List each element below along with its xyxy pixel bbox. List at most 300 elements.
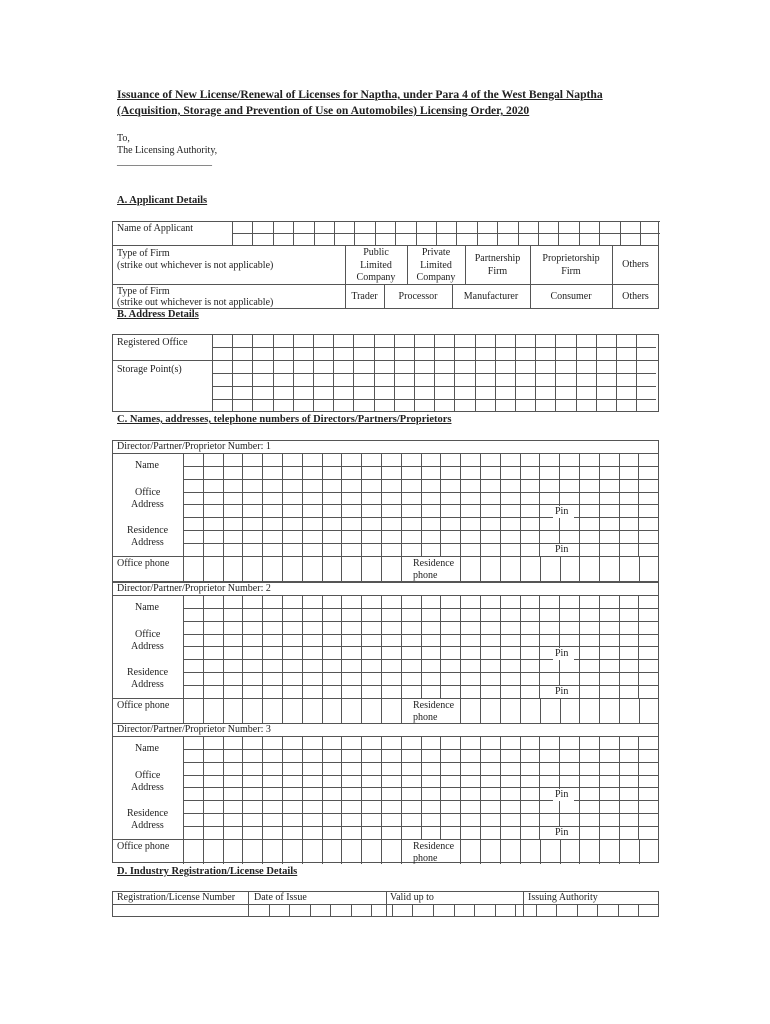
- entry-box[interactable]: [460, 608, 480, 621]
- entry-box[interactable]: [480, 800, 500, 813]
- entry-box[interactable]: [440, 800, 460, 813]
- entry-box[interactable]: [539, 466, 559, 479]
- entry-box[interactable]: [341, 595, 361, 608]
- entry-box[interactable]: [223, 813, 243, 826]
- entry-box[interactable]: [480, 634, 500, 647]
- entry-box[interactable]: [640, 221, 660, 233]
- entry-box[interactable]: [262, 646, 282, 659]
- entry-box[interactable]: [638, 634, 658, 647]
- entry-box[interactable]: [421, 659, 441, 672]
- entry-box[interactable]: [333, 373, 353, 386]
- entry-box[interactable]: [638, 621, 658, 634]
- entry-box[interactable]: [341, 813, 361, 826]
- entry-box[interactable]: [520, 621, 540, 634]
- entry-box[interactable]: [341, 634, 361, 647]
- entry-box[interactable]: [293, 399, 313, 412]
- entry-box[interactable]: [539, 492, 559, 505]
- entry-box[interactable]: [619, 504, 639, 517]
- entry-box[interactable]: [341, 492, 361, 505]
- entry-box[interactable]: [223, 595, 243, 608]
- entry-box[interactable]: [454, 360, 474, 373]
- entry-box[interactable]: [361, 621, 381, 634]
- entry-box[interactable]: [454, 904, 475, 917]
- entry-box[interactable]: [381, 787, 401, 800]
- entry-box[interactable]: [440, 672, 460, 685]
- entry-box[interactable]: [361, 826, 381, 839]
- entry-box[interactable]: [183, 543, 203, 556]
- entry-box[interactable]: [421, 634, 441, 647]
- entry-box[interactable]: [313, 347, 333, 360]
- entry-box[interactable]: [599, 492, 619, 505]
- entry-box[interactable]: [242, 595, 262, 608]
- entry-box[interactable]: [475, 373, 495, 386]
- entry-box[interactable]: [401, 453, 421, 466]
- entry-box[interactable]: [559, 608, 579, 621]
- entry-box[interactable]: [401, 543, 421, 556]
- entry-box[interactable]: [282, 621, 302, 634]
- entry-box[interactable]: [421, 595, 441, 608]
- entry-box[interactable]: [381, 543, 401, 556]
- entry-box[interactable]: [381, 672, 401, 685]
- entry-box[interactable]: [515, 334, 535, 347]
- entry-box[interactable]: [394, 347, 414, 360]
- entry-box[interactable]: [500, 453, 520, 466]
- entry-box[interactable]: [495, 904, 516, 917]
- entry-box[interactable]: [518, 233, 538, 245]
- entry-box[interactable]: [394, 399, 414, 412]
- entry-box[interactable]: [223, 659, 243, 672]
- entry-box[interactable]: [374, 347, 394, 360]
- entry-box[interactable]: [497, 233, 517, 245]
- entry-box[interactable]: [518, 221, 538, 233]
- entry-box[interactable]: [559, 813, 579, 826]
- entry-box[interactable]: [203, 556, 223, 581]
- entry-box[interactable]: [341, 646, 361, 659]
- entry-box[interactable]: [520, 762, 540, 775]
- entry-box[interactable]: [282, 736, 302, 749]
- entry-box[interactable]: [539, 672, 559, 685]
- entry-box[interactable]: [539, 749, 559, 762]
- business-option-consumer[interactable]: Consumer: [550, 291, 592, 302]
- entry-box[interactable]: [262, 453, 282, 466]
- entry-box[interactable]: [440, 813, 460, 826]
- entry-box[interactable]: [293, 386, 313, 399]
- entry-box[interactable]: [636, 360, 656, 373]
- entry-box[interactable]: [322, 813, 342, 826]
- entry-box[interactable]: [341, 543, 361, 556]
- entry-box[interactable]: [381, 813, 401, 826]
- entry-box[interactable]: [361, 672, 381, 685]
- entry-box[interactable]: [421, 543, 441, 556]
- entry-box[interactable]: [576, 334, 596, 347]
- entry-box[interactable]: [599, 749, 619, 762]
- entry-box[interactable]: [293, 233, 313, 245]
- entry-box[interactable]: [203, 736, 223, 749]
- entry-box[interactable]: [394, 386, 414, 399]
- entry-box[interactable]: [638, 517, 658, 530]
- entry-box[interactable]: [392, 904, 413, 917]
- entry-box[interactable]: [262, 762, 282, 775]
- business-option-manufacturer[interactable]: Manufacturer: [463, 291, 519, 302]
- entry-box[interactable]: [440, 530, 460, 543]
- entry-box[interactable]: [579, 479, 599, 492]
- entry-box[interactable]: [579, 530, 599, 543]
- firm-option-private-limited[interactable]: Private Limited Company: [416, 247, 456, 283]
- entry-box[interactable]: [559, 466, 579, 479]
- entry-box[interactable]: [640, 233, 660, 245]
- entry-box[interactable]: [203, 775, 223, 788]
- entry-box[interactable]: [460, 736, 480, 749]
- entry-box[interactable]: [322, 595, 342, 608]
- entry-box[interactable]: [183, 659, 203, 672]
- entry-box[interactable]: [495, 347, 515, 360]
- entry-box[interactable]: [619, 826, 639, 839]
- entry-box[interactable]: [460, 517, 480, 530]
- entry-box[interactable]: [596, 334, 616, 347]
- entry-box[interactable]: [353, 386, 373, 399]
- entry-box[interactable]: [203, 479, 223, 492]
- entry-box[interactable]: [322, 839, 342, 864]
- entry-box[interactable]: [341, 685, 361, 698]
- entry-box[interactable]: [223, 530, 243, 543]
- entry-box[interactable]: [242, 672, 262, 685]
- entry-box[interactable]: [596, 360, 616, 373]
- entry-box[interactable]: [262, 775, 282, 788]
- entry-box[interactable]: [302, 543, 322, 556]
- entry-box[interactable]: [520, 492, 540, 505]
- entry-box[interactable]: [183, 762, 203, 775]
- entry-box[interactable]: [535, 399, 555, 412]
- entry-box[interactable]: [282, 826, 302, 839]
- entry-box[interactable]: [293, 373, 313, 386]
- entry-box[interactable]: [381, 775, 401, 788]
- entry-box[interactable]: [282, 608, 302, 621]
- entry-box[interactable]: [520, 736, 540, 749]
- entry-box[interactable]: [520, 813, 540, 826]
- entry-box[interactable]: [480, 517, 500, 530]
- entry-box[interactable]: [262, 698, 282, 723]
- entry-box[interactable]: [302, 517, 322, 530]
- entry-box[interactable]: [619, 762, 639, 775]
- entry-box[interactable]: [282, 556, 302, 581]
- entry-box[interactable]: [361, 775, 381, 788]
- entry-box[interactable]: [282, 813, 302, 826]
- entry-box[interactable]: [223, 453, 243, 466]
- entry-box[interactable]: [341, 775, 361, 788]
- entry-box[interactable]: [434, 386, 454, 399]
- entry-box[interactable]: [460, 621, 480, 634]
- entry-box[interactable]: [322, 672, 342, 685]
- business-option-processor[interactable]: Processor: [398, 291, 438, 302]
- entry-box[interactable]: [203, 492, 223, 505]
- entry-box[interactable]: [262, 736, 282, 749]
- entry-box[interactable]: [539, 608, 559, 621]
- entry-box[interactable]: [223, 504, 243, 517]
- entry-box[interactable]: [333, 399, 353, 412]
- entry-box[interactable]: [619, 543, 639, 556]
- entry-box[interactable]: [520, 453, 540, 466]
- entry-box[interactable]: [636, 399, 656, 412]
- entry-box[interactable]: [539, 530, 559, 543]
- entry-box[interactable]: [242, 698, 262, 723]
- entry-box[interactable]: [638, 646, 658, 659]
- entry-box[interactable]: [401, 787, 421, 800]
- entry-box[interactable]: [361, 659, 381, 672]
- entry-box[interactable]: [374, 386, 394, 399]
- entry-box[interactable]: [414, 399, 434, 412]
- entry-box[interactable]: [252, 399, 272, 412]
- entry-box[interactable]: [232, 399, 252, 412]
- entry-box[interactable]: [440, 466, 460, 479]
- entry-box[interactable]: [341, 621, 361, 634]
- entry-box[interactable]: [262, 466, 282, 479]
- entry-box[interactable]: [223, 775, 243, 788]
- entry-box[interactable]: [597, 904, 618, 917]
- entry-box[interactable]: [242, 839, 262, 864]
- entry-box[interactable]: [434, 360, 454, 373]
- entry-box[interactable]: [596, 347, 616, 360]
- entry-box[interactable]: [434, 347, 454, 360]
- entry-box[interactable]: [460, 504, 480, 517]
- entry-box[interactable]: [434, 373, 454, 386]
- entry-box[interactable]: [203, 634, 223, 647]
- entry-box[interactable]: [500, 634, 520, 647]
- entry-box[interactable]: [440, 646, 460, 659]
- entry-box[interactable]: [495, 399, 515, 412]
- entry-box[interactable]: [381, 530, 401, 543]
- entry-box[interactable]: [322, 466, 342, 479]
- entry-box[interactable]: [302, 453, 322, 466]
- entry-box[interactable]: [242, 762, 262, 775]
- entry-box[interactable]: [395, 221, 415, 233]
- entry-box[interactable]: [639, 839, 659, 864]
- entry-box[interactable]: [282, 698, 302, 723]
- entry-box[interactable]: [262, 595, 282, 608]
- entry-box[interactable]: [500, 621, 520, 634]
- entry-box[interactable]: [500, 826, 520, 839]
- entry-box[interactable]: [619, 492, 639, 505]
- entry-box[interactable]: [555, 399, 575, 412]
- entry-box[interactable]: [262, 800, 282, 813]
- entry-box[interactable]: [361, 800, 381, 813]
- entry-box[interactable]: [620, 221, 640, 233]
- entry-box[interactable]: [576, 360, 596, 373]
- entry-box[interactable]: [515, 399, 535, 412]
- entry-box[interactable]: [579, 800, 599, 813]
- entry-box[interactable]: [374, 373, 394, 386]
- entry-box[interactable]: [495, 334, 515, 347]
- entry-box[interactable]: [293, 221, 313, 233]
- entry-box[interactable]: [223, 543, 243, 556]
- entry-box[interactable]: [322, 530, 342, 543]
- entry-box[interactable]: [381, 800, 401, 813]
- entry-box[interactable]: [302, 492, 322, 505]
- entry-box[interactable]: [269, 904, 290, 917]
- entry-box[interactable]: [619, 698, 639, 723]
- entry-box[interactable]: [302, 800, 322, 813]
- entry-box[interactable]: [440, 787, 460, 800]
- entry-box[interactable]: [183, 466, 203, 479]
- entry-box[interactable]: [434, 399, 454, 412]
- entry-box[interactable]: [401, 813, 421, 826]
- entry-box[interactable]: [460, 556, 480, 581]
- entry-box[interactable]: [520, 530, 540, 543]
- entry-box[interactable]: [282, 543, 302, 556]
- entry-box[interactable]: [361, 698, 381, 723]
- entry-box[interactable]: [223, 698, 243, 723]
- firm-option-proprietorship[interactable]: Proprietorship Firm: [542, 253, 600, 277]
- entry-box[interactable]: [520, 646, 540, 659]
- entry-box[interactable]: [559, 492, 579, 505]
- entry-box[interactable]: [616, 360, 636, 373]
- entry-box[interactable]: [203, 749, 223, 762]
- entry-box[interactable]: [480, 839, 500, 864]
- entry-box[interactable]: [223, 787, 243, 800]
- entry-box[interactable]: [475, 360, 495, 373]
- entry-box[interactable]: [596, 373, 616, 386]
- entry-box[interactable]: [616, 386, 636, 399]
- entry-box[interactable]: [460, 672, 480, 685]
- entry-box[interactable]: [520, 556, 540, 581]
- entry-box[interactable]: [619, 839, 639, 864]
- entry-box[interactable]: [273, 334, 293, 347]
- entry-box[interactable]: [232, 360, 252, 373]
- entry-box[interactable]: [262, 685, 282, 698]
- entry-box[interactable]: [515, 386, 535, 399]
- entry-box[interactable]: [475, 334, 495, 347]
- entry-box[interactable]: [302, 749, 322, 762]
- entry-box[interactable]: [282, 466, 302, 479]
- entry-box[interactable]: [302, 556, 322, 581]
- entry-box[interactable]: [579, 543, 599, 556]
- entry-box[interactable]: [212, 360, 232, 373]
- entry-box[interactable]: [619, 685, 639, 698]
- entry-box[interactable]: [559, 453, 579, 466]
- entry-box[interactable]: [341, 530, 361, 543]
- entry-box[interactable]: [183, 479, 203, 492]
- entry-box[interactable]: [520, 634, 540, 647]
- entry-box[interactable]: [381, 826, 401, 839]
- entry-box[interactable]: [559, 659, 579, 672]
- entry-box[interactable]: [477, 221, 497, 233]
- entry-box[interactable]: [394, 373, 414, 386]
- entry-box[interactable]: [638, 775, 658, 788]
- entry-box[interactable]: [535, 360, 555, 373]
- entry-box[interactable]: [322, 736, 342, 749]
- entry-box[interactable]: [636, 334, 656, 347]
- entry-box[interactable]: [579, 749, 599, 762]
- entry-box[interactable]: [460, 492, 480, 505]
- entry-box[interactable]: [520, 698, 540, 723]
- entry-box[interactable]: [381, 659, 401, 672]
- entry-box[interactable]: [454, 399, 474, 412]
- entry-box[interactable]: [293, 334, 313, 347]
- entry-box[interactable]: [302, 530, 322, 543]
- entry-box[interactable]: [638, 543, 658, 556]
- entry-box[interactable]: [460, 775, 480, 788]
- entry-box[interactable]: [599, 466, 619, 479]
- entry-box[interactable]: [440, 608, 460, 621]
- entry-box[interactable]: [480, 775, 500, 788]
- entry-box[interactable]: [619, 595, 639, 608]
- entry-box[interactable]: [500, 608, 520, 621]
- entry-box[interactable]: [520, 672, 540, 685]
- entry-box[interactable]: [203, 517, 223, 530]
- entry-box[interactable]: [436, 233, 456, 245]
- entry-box[interactable]: [183, 595, 203, 608]
- entry-box[interactable]: [535, 386, 555, 399]
- entry-box[interactable]: [273, 360, 293, 373]
- entry-box[interactable]: [500, 775, 520, 788]
- entry-box[interactable]: [401, 659, 421, 672]
- entry-box[interactable]: [203, 466, 223, 479]
- entry-box[interactable]: [302, 621, 322, 634]
- entry-box[interactable]: [460, 698, 480, 723]
- entry-box[interactable]: [341, 659, 361, 672]
- entry-box[interactable]: [262, 672, 282, 685]
- entry-box[interactable]: [535, 347, 555, 360]
- entry-box[interactable]: [361, 749, 381, 762]
- entry-box[interactable]: [333, 386, 353, 399]
- entry-box[interactable]: [599, 556, 619, 581]
- entry-box[interactable]: [599, 800, 619, 813]
- entry-box[interactable]: [183, 608, 203, 621]
- entry-box[interactable]: [183, 775, 203, 788]
- entry-box[interactable]: [322, 698, 342, 723]
- entry-box[interactable]: [282, 530, 302, 543]
- entry-box[interactable]: [619, 517, 639, 530]
- entry-box[interactable]: [322, 659, 342, 672]
- entry-box[interactable]: [421, 466, 441, 479]
- entry-box[interactable]: [579, 492, 599, 505]
- entry-box[interactable]: [302, 608, 322, 621]
- entry-box[interactable]: [183, 813, 203, 826]
- entry-box[interactable]: [361, 504, 381, 517]
- entry-box[interactable]: [341, 672, 361, 685]
- entry-box[interactable]: [341, 800, 361, 813]
- entry-box[interactable]: [555, 360, 575, 373]
- entry-box[interactable]: [212, 334, 232, 347]
- entry-box[interactable]: [183, 839, 203, 864]
- entry-box[interactable]: [212, 347, 232, 360]
- entry-box[interactable]: [322, 453, 342, 466]
- entry-box[interactable]: [203, 595, 223, 608]
- entry-box[interactable]: [638, 904, 659, 917]
- entry-box[interactable]: [381, 646, 401, 659]
- entry-box[interactable]: [500, 813, 520, 826]
- business-option-others[interactable]: Others: [622, 291, 649, 302]
- entry-box[interactable]: [361, 736, 381, 749]
- entry-box[interactable]: [599, 221, 619, 233]
- firm-option-public-limited[interactable]: Public Limited Company: [356, 247, 396, 283]
- entry-box[interactable]: [475, 347, 495, 360]
- entry-box[interactable]: [460, 762, 480, 775]
- entry-box[interactable]: [558, 221, 578, 233]
- entry-box[interactable]: [351, 904, 372, 917]
- entry-box[interactable]: [579, 813, 599, 826]
- entry-box[interactable]: [579, 556, 599, 581]
- entry-box[interactable]: [460, 685, 480, 698]
- entry-box[interactable]: [223, 800, 243, 813]
- entry-box[interactable]: [401, 595, 421, 608]
- entry-box[interactable]: [555, 334, 575, 347]
- entry-box[interactable]: [282, 517, 302, 530]
- entry-box[interactable]: [539, 800, 559, 813]
- entry-box[interactable]: [242, 466, 262, 479]
- entry-box[interactable]: [456, 221, 476, 233]
- entry-box[interactable]: [183, 646, 203, 659]
- entry-box[interactable]: [619, 530, 639, 543]
